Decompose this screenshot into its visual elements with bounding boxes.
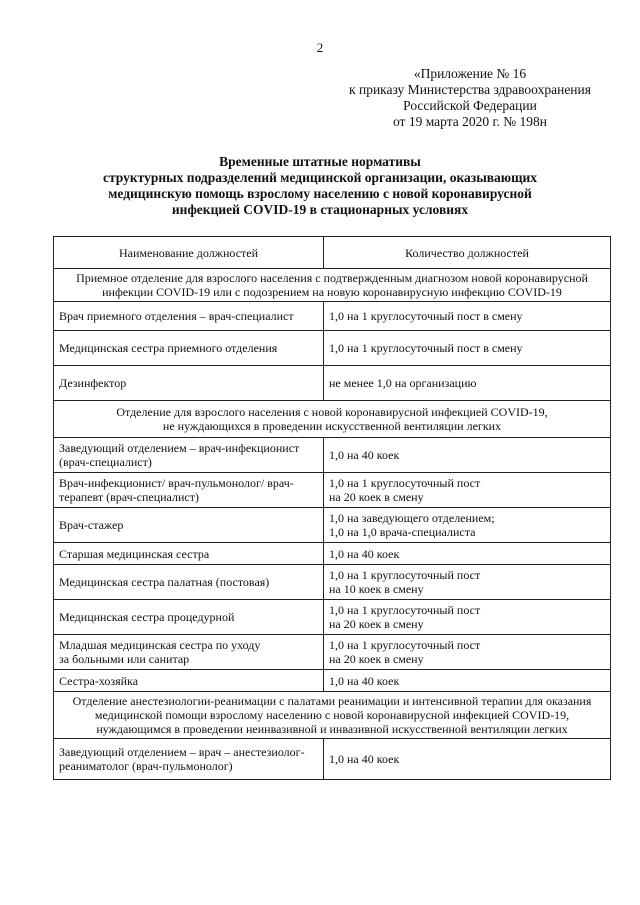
position-count xyxy=(324,508,611,543)
position-count xyxy=(324,565,611,600)
appendix-line: от 19 марта 2020 г. № 198н xyxy=(392,114,548,129)
position-count: 1,0 на 40 коек xyxy=(324,739,611,780)
position-count xyxy=(324,473,611,508)
count-line: 1,0 на 1,0 врача-специалиста xyxy=(329,525,476,539)
count-line: на 20 коек в смену xyxy=(329,652,424,666)
count-line: 1,0 на заведующего отделением; xyxy=(329,511,495,525)
section-row xyxy=(54,692,611,739)
section-covid-ward-title xyxy=(54,401,611,438)
count-line: 1,0 на 1 круглосуточный пост xyxy=(329,638,481,652)
appendix-line: Российской Федерации xyxy=(403,98,537,113)
section-reception-title: Приемное отделение для взрослого населения с подтвержденным диагнозом новой коронавирусной инфекции COVID-19 или с подозрением на новую коронавирусную инфекцию COVID-19 xyxy=(54,269,611,302)
count-line: 1,0 на 1 круглосуточный пост xyxy=(329,603,481,617)
appendix-line: «Приложение № 16 xyxy=(413,66,527,81)
position-name: Врач-стажер xyxy=(54,508,324,543)
table-row xyxy=(54,366,611,401)
header-position-count: Количество должностей xyxy=(324,237,611,269)
table-row xyxy=(54,473,611,508)
section-line: Отделение для взрослого населения с новой коронавирусной инфекцией COVID-19, xyxy=(116,405,548,419)
table-row xyxy=(54,331,611,366)
appendix-header xyxy=(330,66,610,130)
position-count: не менее 1,0 на организацию xyxy=(324,366,611,401)
document-title xyxy=(60,154,580,218)
position-count: 1,0 на 1 круглосуточный пост в смену xyxy=(324,302,611,331)
table-row xyxy=(54,670,611,692)
title-line: структурных подразделений медицинской организации, оказывающих xyxy=(102,170,538,185)
section-row xyxy=(54,401,611,438)
section-line: не нуждающихся в проведении искусственной вентиляции легких xyxy=(162,419,502,433)
count-line: на 20 коек в смену xyxy=(329,490,424,504)
position-name: Медицинская сестра приемного отделения xyxy=(54,331,324,366)
appendix-line: к приказу Министерства здравоохранения xyxy=(349,82,591,97)
section-row xyxy=(54,269,611,302)
position-count: 1,0 на 40 коек xyxy=(324,438,611,473)
position-name: Врач-инфекционист/ врач-пульмонолог/ врач-терапевт (врач-специалист) xyxy=(54,473,324,508)
count-line: 1,0 на 1 круглосуточный пост xyxy=(329,568,481,582)
position-count: 1,0 на 1 круглосуточный пост в смену xyxy=(324,331,611,366)
table-row xyxy=(54,600,611,635)
position-count xyxy=(324,635,611,670)
table-row xyxy=(54,739,611,780)
page-number: 2 xyxy=(316,40,324,55)
header-position-name: Наименование должностей xyxy=(54,237,324,269)
position-name: Врач приемного отделения – врач-специалист xyxy=(54,302,324,331)
staffing-table xyxy=(53,236,611,780)
name-line: Младшая медицинская сестра по уходу xyxy=(59,638,261,652)
table-header-row xyxy=(54,237,611,269)
count-line: 1,0 на 1 круглосуточный пост xyxy=(329,476,481,490)
table-row xyxy=(54,302,611,331)
title-line: Временные штатные нормативы xyxy=(219,154,421,169)
position-name: Заведующий отделением – врач-инфекционист (врач-специалист) xyxy=(54,438,324,473)
table-row xyxy=(54,438,611,473)
position-count: 1,0 на 40 коек xyxy=(324,670,611,692)
position-name: Медицинская сестра процедурной xyxy=(54,600,324,635)
count-line: на 10 коек в смену xyxy=(329,582,424,596)
position-name: Заведующий отделением – врач – анестезиолог-реаниматолог (врач-пульмонолог) xyxy=(54,739,324,780)
table-row xyxy=(54,543,611,565)
table-row xyxy=(54,565,611,600)
position-name: Дезинфектор xyxy=(54,366,324,401)
name-line: за больными или санитар xyxy=(59,652,190,666)
position-count xyxy=(324,600,611,635)
position-name: Старшая медицинская сестра xyxy=(54,543,324,565)
title-line: инфекцией COVID-19 в стационарных условиях xyxy=(171,202,469,217)
title-line: медицинскую помощь взрослому населению с новой коронавирусной xyxy=(108,186,532,201)
count-line: на 20 коек в смену xyxy=(329,617,424,631)
table-row xyxy=(54,635,611,670)
section-icu-title: Отделение анестезиологии-реанимации с палатами реанимации и интенсивной терапии для оказания медицинской помощи взрослому населению с новой коронавирусной инфекцией COVID-19, нуждающимся в проведении неинвазивной и инвазивной искусственной вентиляции легких xyxy=(54,692,611,739)
table-row xyxy=(54,508,611,543)
position-name: Медицинская сестра палатная (постовая) xyxy=(54,565,324,600)
position-name xyxy=(54,635,324,670)
position-name: Сестра-хозяйка xyxy=(54,670,324,692)
position-count: 1,0 на 40 коек xyxy=(324,543,611,565)
